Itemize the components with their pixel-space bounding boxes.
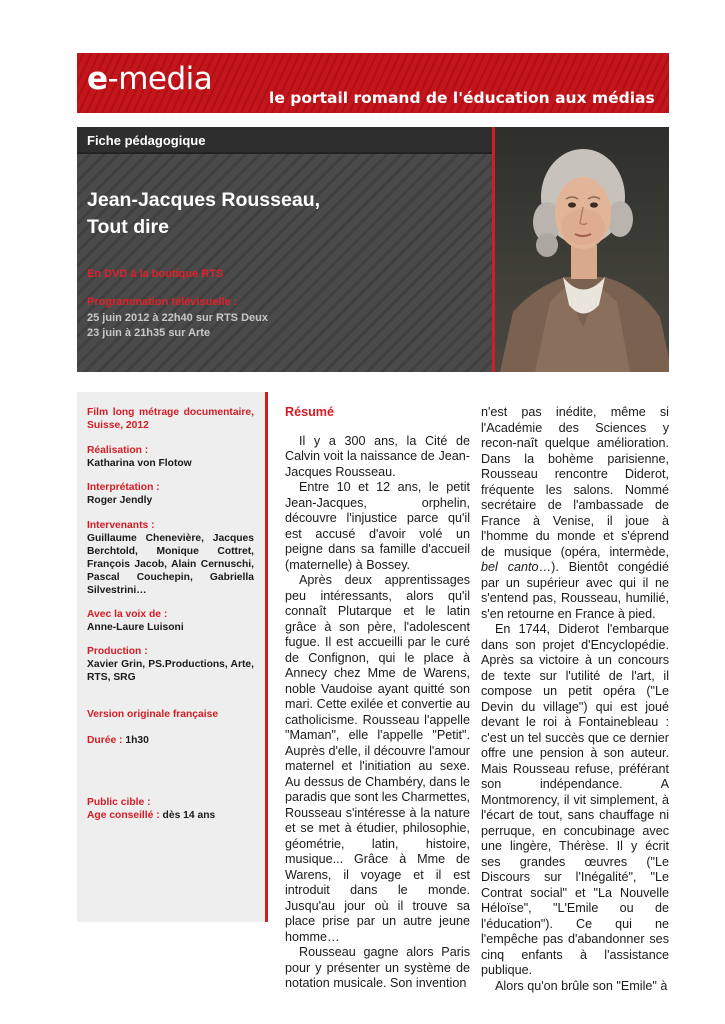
paragraph: Alors qu'on brûle son "Emile" à <box>495 978 668 993</box>
brand-logo[interactable]: e-media <box>87 61 213 97</box>
paragraph: Rousseau gagne alors Paris pour y présenter un système de notation musicale. Son invention <box>285 945 470 990</box>
page-title <box>87 187 320 241</box>
voix: Avec la voix de : Anne-Laure Luisoni <box>87 609 184 633</box>
paragraph: n'est pas inédite, même si l'Académie des Sciences y recon-naît quelque amélioration. Dans la bohème parisienne, Rousseau rencontre Diderot, fréquente les salons. Nommé secrétaire de l'ambassade de France à Venise, il joue à l'homme du monde et s'éprend de musique (opéra, intermède, bel canto…). Bientôt congédié par un supérieur avec qui il ne s'entend pas, Rousseau, humilié, s'en retourne en France à pied. <box>481 405 669 621</box>
broadcast-date-2: 23 juin à 21h35 sur Arte <box>87 327 211 339</box>
resume-column-1 <box>285 405 470 992</box>
fiche-label: Fiche pédagogique <box>87 133 206 148</box>
age-conseille: Age conseillé : dès 14 ans <box>87 810 216 821</box>
paragraph: Entre 10 et 12 ans, le petit Jean-Jacques, orphelin, découvre l'injustice parce qu'il est accusé d'avoir volé un peigne dans sa famille d'accueil (maternelle) à Bossey. <box>285 480 470 572</box>
duree: Durée : 1h30 <box>87 735 149 746</box>
title-line-2: Tout dire <box>87 216 169 238</box>
title-panel <box>77 127 492 372</box>
resume-heading: Résumé <box>285 405 334 419</box>
programming-label: Programmation télévisuelle : <box>87 296 238 308</box>
film-type: Film long métrage documentaire, Suisse, 2012 <box>87 407 254 431</box>
portrait-image <box>492 127 669 372</box>
dvd-link[interactable]: En DVD à la boutique RTS <box>87 268 224 280</box>
broadcast-date-1: 25 juin 2012 à 22h40 sur RTS Deux <box>87 312 268 324</box>
production: Production : Xavier Grin, PS.Productions, Arte, RTS, SRG <box>87 646 254 683</box>
public-cible: Public cible : <box>87 797 151 808</box>
interpretation: Interprétation : Roger Jendly <box>87 482 160 506</box>
version: Version originale française <box>87 709 219 720</box>
realisation: Réalisation : Katharina von Flotow <box>87 445 192 469</box>
paragraph: En 1744, Diderot l'embarque dans son projet d'Encyclopédie. Après sa victoire à un concours de texte sur l'utilité de l'art, il compose un petit opéra ("Le Devin du village") qui est joué devant le roi à Fontainebleau : c'est un tel succès que ce dernier offre une pension à son auteur. Mais Rousseau refuse, préférant son indépendance. A Montmorency, il vit simplement, à l'écart de tout, sans chauffage ni perruque, en concubinage avec une lingère, Thérèse. Il y écrit ses grandes œuvres ("Le Discours sur l'Inégalité", "Le Contrat social" et "La Nouvelle Héloïse", "L'Emile ou de l'éducation"). Ce qui ne l'empêche pas d'abandonner ses cinq enfants à l'assistance publique. <box>481 622 669 977</box>
header-banner <box>77 53 669 113</box>
resume-column-2 <box>481 405 669 994</box>
info-sidebar <box>77 392 265 922</box>
portrait-illustration <box>495 127 669 372</box>
intervenants: Intervenants : Guillaume Chenevière, Jacques Berchtold, Monique Cottret, François Jacob, Alain Cernuschi, Pascal Couchepin, Gabriella Silvestrini… <box>87 520 254 596</box>
divider <box>265 392 268 922</box>
paragraph: Après deux apprentissages peu intéressants, alors qu'il connaît Plutarque et le latin grâce à son père, l'adolescent fugue. Il est accueilli par le curé de Confignon, qui le place à Annecy chez Mme de Warens, noble Vaudoise ayant quitté son mari. Cette exilée et convertie au catholicisme. Rousseau l'appelle "Maman", elle l'appelle "Petit". Auprès d'elle, il découvre l'amour maternel et l'initiation au sexe. Au dessus de Chambéry, dans le paradis que sont les Charmettes, Rousseau s'intéresse à la nature et se met à étudier, philosophie, géométrie, latin, histoire, musique... Grâce à Mme de Warens, il voyage et il est introduit dans le monde. Jusqu'au jour où il trouve sa place prise par un autre jeune homme… <box>285 573 470 944</box>
paragraph: Il y a 300 ans, la Cité de Calvin voit la naissance de Jean-Jacques Rousseau. <box>285 433 470 479</box>
title-line-1: Jean-Jacques Rousseau, <box>87 189 321 211</box>
tagline: le portail romand de l'éducation aux médias <box>269 89 655 107</box>
fiche-bar <box>77 127 492 154</box>
